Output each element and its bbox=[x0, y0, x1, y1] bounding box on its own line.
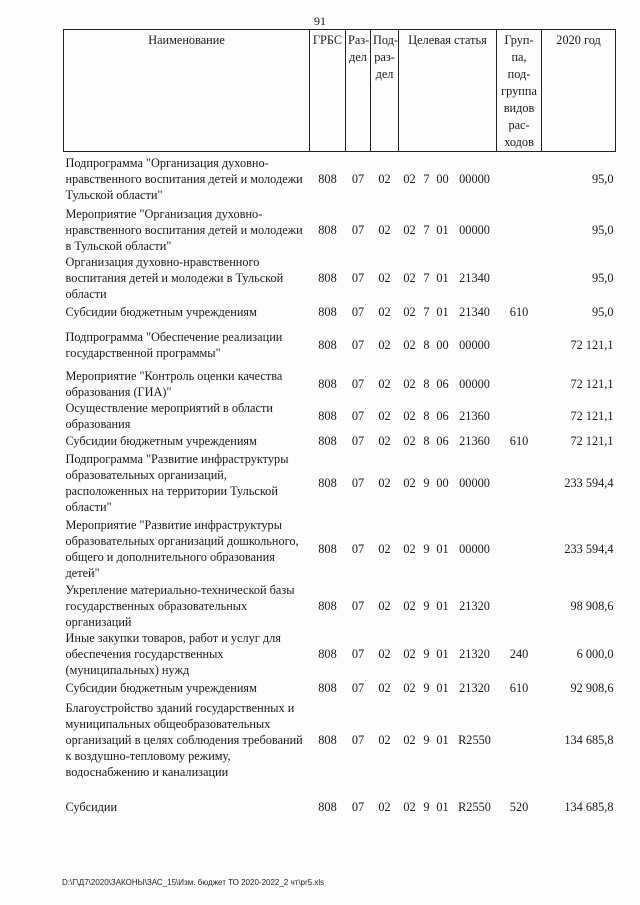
row-amount: 134 685,8 bbox=[564, 732, 614, 747]
row-razdel: 07 bbox=[351, 270, 365, 285]
row-name: Укрепление материально-технической базы государственных образовательных организаций bbox=[65, 582, 295, 629]
row-razdel: 07 bbox=[351, 433, 365, 448]
row-amount: 98 908,6 bbox=[570, 598, 614, 613]
row-target-event: 01 bbox=[436, 541, 449, 556]
file-path-footer: D:\Г\Д7\2020\ЗАКОНЫ\ЗАС_15\Изм. бюджет ТО 2020-2022_2 чт\pr5.xls bbox=[62, 878, 325, 887]
row-target-program: 02 bbox=[403, 270, 416, 285]
row-target-subprogram: 7 bbox=[423, 304, 430, 319]
row-expense-type bbox=[497, 450, 542, 516]
row-target-event: 01 bbox=[436, 732, 449, 747]
row-target-direction: 00000 bbox=[459, 541, 490, 556]
row-target-direction: 21360 bbox=[459, 408, 490, 423]
row-target-program: 02 bbox=[403, 222, 416, 237]
row-target-program: 02 bbox=[403, 680, 416, 695]
row-expense-type: 240 bbox=[509, 646, 529, 661]
table-row bbox=[64, 698, 616, 782]
row-name: Субсидии бюджетным учреждениям bbox=[65, 433, 257, 448]
row-podrazdel: 02 bbox=[378, 171, 391, 186]
row-razdel: 07 bbox=[351, 408, 365, 423]
row-target-program: 02 bbox=[403, 433, 416, 448]
row-target-program: 02 bbox=[403, 376, 416, 391]
row-target-event: 00 bbox=[436, 171, 449, 186]
row-grbs: 808 bbox=[318, 270, 337, 285]
row-target-event: 01 bbox=[436, 270, 449, 285]
row-amount: 72 121,1 bbox=[570, 337, 614, 352]
row-grbs: 808 bbox=[318, 408, 337, 423]
table-row bbox=[64, 432, 616, 450]
row-name: Подпрограмма "Обеспечение реализации государственной программы" bbox=[65, 329, 283, 360]
row-grbs: 808 bbox=[318, 541, 337, 556]
header-year-2020: 2020 год bbox=[542, 30, 616, 152]
row-expense-type: 610 bbox=[509, 680, 529, 695]
row-target-direction: 21320 bbox=[459, 646, 490, 661]
row-name: Мероприятие "Контроль оценки качества образования (ГИА)" bbox=[65, 368, 283, 399]
row-razdel: 07 bbox=[351, 799, 365, 814]
row-razdel: 07 bbox=[351, 304, 365, 319]
table-header bbox=[64, 30, 616, 152]
row-name: Осуществление мероприятий в области образования bbox=[65, 400, 273, 431]
budget-table bbox=[63, 29, 616, 832]
row-grbs: 808 bbox=[318, 222, 337, 237]
row-expense-type: 610 bbox=[509, 433, 529, 448]
row-amount: 134 685,8 bbox=[564, 799, 614, 814]
row-grbs: 808 bbox=[318, 376, 337, 391]
table-row bbox=[64, 678, 616, 698]
row-expense-type: 610 bbox=[509, 304, 529, 319]
row-target-event: 01 bbox=[436, 646, 449, 661]
header-target-article: Целевая статья bbox=[399, 30, 497, 152]
row-target-direction: 00000 bbox=[459, 222, 490, 237]
row-razdel: 07 bbox=[351, 732, 365, 747]
row-grbs: 808 bbox=[318, 732, 337, 747]
row-expense-type bbox=[497, 400, 542, 432]
row-name: Подпрограмма "Развитие инфраструктуры образовательных организаций, расположенных на территории Тульской области" bbox=[65, 451, 289, 514]
row-target-direction: 21340 bbox=[459, 304, 490, 319]
row-target-event: 01 bbox=[436, 222, 449, 237]
row-podrazdel: 02 bbox=[378, 732, 391, 747]
row-razdel: 07 bbox=[351, 376, 365, 391]
row-target-direction: R2550 bbox=[458, 799, 491, 814]
row-amount: 72 121,1 bbox=[570, 408, 614, 423]
row-grbs: 808 bbox=[318, 598, 337, 613]
row-grbs: 808 bbox=[318, 680, 337, 695]
row-razdel: 07 bbox=[351, 646, 365, 661]
row-amount: 6 000,0 bbox=[576, 646, 614, 661]
row-expense-type bbox=[497, 698, 542, 782]
row-razdel: 07 bbox=[351, 337, 365, 352]
row-amount: 72 121,1 bbox=[570, 376, 614, 391]
row-target-subprogram: 9 bbox=[423, 799, 430, 814]
table-row bbox=[64, 582, 616, 630]
row-amount: 95,0 bbox=[592, 270, 614, 285]
row-podrazdel: 02 bbox=[378, 222, 391, 237]
row-amount: 95,0 bbox=[592, 304, 614, 319]
row-target-subprogram: 8 bbox=[423, 376, 430, 391]
row-podrazdel: 02 bbox=[378, 376, 391, 391]
row-target-event: 06 bbox=[436, 433, 449, 448]
row-podrazdel: 02 bbox=[378, 408, 391, 423]
table-row bbox=[64, 254, 616, 302]
row-target-subprogram: 7 bbox=[423, 171, 430, 186]
row-expense-type bbox=[497, 254, 542, 302]
row-expense-type bbox=[497, 206, 542, 254]
table-row bbox=[64, 400, 616, 432]
row-name: Иные закупки товаров, работ и услуг для обеспечения государственных (муниципальных) нужд bbox=[65, 630, 281, 677]
table-row bbox=[64, 152, 616, 206]
row-name: Подпрограмма "Организация духовно-нравственного воспитания детей и молодежи Тульской области" bbox=[65, 155, 303, 202]
row-podrazdel: 02 bbox=[378, 598, 391, 613]
table-row bbox=[64, 630, 616, 678]
header-razdel: Раз-дел bbox=[346, 30, 371, 152]
table-row bbox=[64, 322, 616, 368]
row-target-subprogram: 9 bbox=[423, 732, 430, 747]
row-target-subprogram: 9 bbox=[423, 646, 430, 661]
row-grbs: 808 bbox=[318, 646, 337, 661]
table-row bbox=[64, 516, 616, 582]
row-target-direction: R2550 bbox=[458, 732, 491, 747]
row-podrazdel: 02 bbox=[378, 270, 391, 285]
row-target-subprogram: 9 bbox=[423, 680, 430, 695]
row-target-program: 02 bbox=[403, 646, 416, 661]
row-razdel: 07 bbox=[351, 171, 365, 186]
row-target-direction: 00000 bbox=[459, 171, 490, 186]
row-target-event: 00 bbox=[436, 475, 449, 490]
table-row bbox=[64, 450, 616, 516]
row-razdel: 07 bbox=[351, 680, 365, 695]
row-name: Субсидии бюджетным учреждениям bbox=[65, 304, 257, 319]
table-row bbox=[64, 206, 616, 254]
row-target-subprogram: 9 bbox=[423, 475, 430, 490]
row-target-program: 02 bbox=[403, 475, 416, 490]
row-expense-type bbox=[497, 368, 542, 400]
row-target-program: 02 bbox=[403, 799, 416, 814]
row-target-event: 06 bbox=[436, 408, 449, 423]
row-target-direction: 21360 bbox=[459, 433, 490, 448]
row-amount: 233 594,4 bbox=[564, 541, 614, 556]
row-target-program: 02 bbox=[403, 732, 416, 747]
page-number: 91 bbox=[314, 14, 326, 28]
row-razdel: 07 bbox=[351, 475, 365, 490]
row-expense-type: 520 bbox=[509, 799, 529, 814]
row-target-event: 01 bbox=[436, 680, 449, 695]
row-target-event: 01 bbox=[436, 799, 449, 814]
row-podrazdel: 02 bbox=[378, 680, 391, 695]
row-target-direction: 21340 bbox=[459, 270, 490, 285]
row-target-subprogram: 9 bbox=[423, 541, 430, 556]
table-body bbox=[64, 152, 616, 832]
row-expense-type bbox=[497, 582, 542, 630]
row-target-direction: 00000 bbox=[459, 337, 490, 352]
row-name: Мероприятие "Развитие инфраструктуры образовательных организаций дошкольного, общего и дополнительного образования детей" bbox=[65, 517, 299, 580]
row-grbs: 808 bbox=[318, 475, 337, 490]
row-target-direction: 21320 bbox=[459, 598, 490, 613]
header-name: Наименование bbox=[64, 30, 310, 152]
table-row bbox=[64, 368, 616, 400]
row-amount: 72 121,1 bbox=[570, 433, 614, 448]
row-target-event: 01 bbox=[436, 304, 449, 319]
header-expense-group: Груп-па, под-группа видов рас-ходов bbox=[497, 30, 542, 152]
row-name: Субсидии бюджетным учреждениям bbox=[65, 680, 257, 695]
table-row bbox=[64, 302, 616, 322]
row-target-direction: 00000 bbox=[459, 376, 490, 391]
row-target-program: 02 bbox=[403, 337, 416, 352]
row-target-subprogram: 8 bbox=[423, 337, 430, 352]
row-target-event: 01 bbox=[436, 598, 449, 613]
header-podrazdel: Под-раз-дел bbox=[371, 30, 399, 152]
row-name: Благоустройство зданий государственных и муниципальных общеобразовательных организаций в целях соблюдения требований к воздушно-тепловому режиму, водоснабжению и канализации bbox=[65, 700, 303, 779]
row-amount: 95,0 bbox=[592, 222, 614, 237]
row-podrazdel: 02 bbox=[378, 541, 391, 556]
row-target-program: 02 bbox=[403, 304, 416, 319]
row-podrazdel: 02 bbox=[378, 304, 391, 319]
row-podrazdel: 02 bbox=[378, 337, 391, 352]
row-target-subprogram: 9 bbox=[423, 598, 430, 613]
header-grbs: ГРБС bbox=[310, 30, 346, 152]
row-target-subprogram: 8 bbox=[423, 433, 430, 448]
row-grbs: 808 bbox=[318, 433, 337, 448]
row-grbs: 808 bbox=[318, 799, 337, 814]
row-target-direction: 21320 bbox=[459, 680, 490, 695]
row-grbs: 808 bbox=[318, 304, 337, 319]
row-razdel: 07 bbox=[351, 541, 365, 556]
row-target-program: 02 bbox=[403, 171, 416, 186]
row-target-subprogram: 7 bbox=[423, 222, 430, 237]
row-name: Субсидии bbox=[65, 799, 118, 814]
row-podrazdel: 02 bbox=[378, 475, 391, 490]
row-podrazdel: 02 bbox=[378, 433, 391, 448]
row-amount: 92 908,6 bbox=[570, 680, 614, 695]
row-amount: 233 594,4 bbox=[564, 475, 614, 490]
row-grbs: 808 bbox=[318, 171, 337, 186]
row-razdel: 07 bbox=[351, 598, 365, 613]
row-expense-type bbox=[497, 516, 542, 582]
row-name: Организация духовно-нравственного воспитания детей и молодежи в Тульской области bbox=[65, 254, 284, 301]
row-target-program: 02 bbox=[403, 598, 416, 613]
table-row bbox=[64, 782, 616, 832]
row-target-subprogram: 8 bbox=[423, 408, 430, 423]
row-name: Мероприятие "Организация духовно-нравственного воспитания детей и молодежи в Тульской области" bbox=[65, 206, 303, 253]
row-target-program: 02 bbox=[403, 408, 416, 423]
row-amount: 95,0 bbox=[592, 171, 614, 186]
row-target-direction: 00000 bbox=[459, 475, 490, 490]
row-target-event: 06 bbox=[436, 376, 449, 391]
row-podrazdel: 02 bbox=[378, 646, 391, 661]
row-podrazdel: 02 bbox=[378, 799, 391, 814]
row-target-program: 02 bbox=[403, 541, 416, 556]
row-expense-type bbox=[497, 322, 542, 368]
row-grbs: 808 bbox=[318, 337, 337, 352]
row-razdel: 07 bbox=[351, 222, 365, 237]
row-target-event: 00 bbox=[436, 337, 449, 352]
row-expense-type bbox=[497, 152, 542, 206]
row-target-subprogram: 7 bbox=[423, 270, 430, 285]
